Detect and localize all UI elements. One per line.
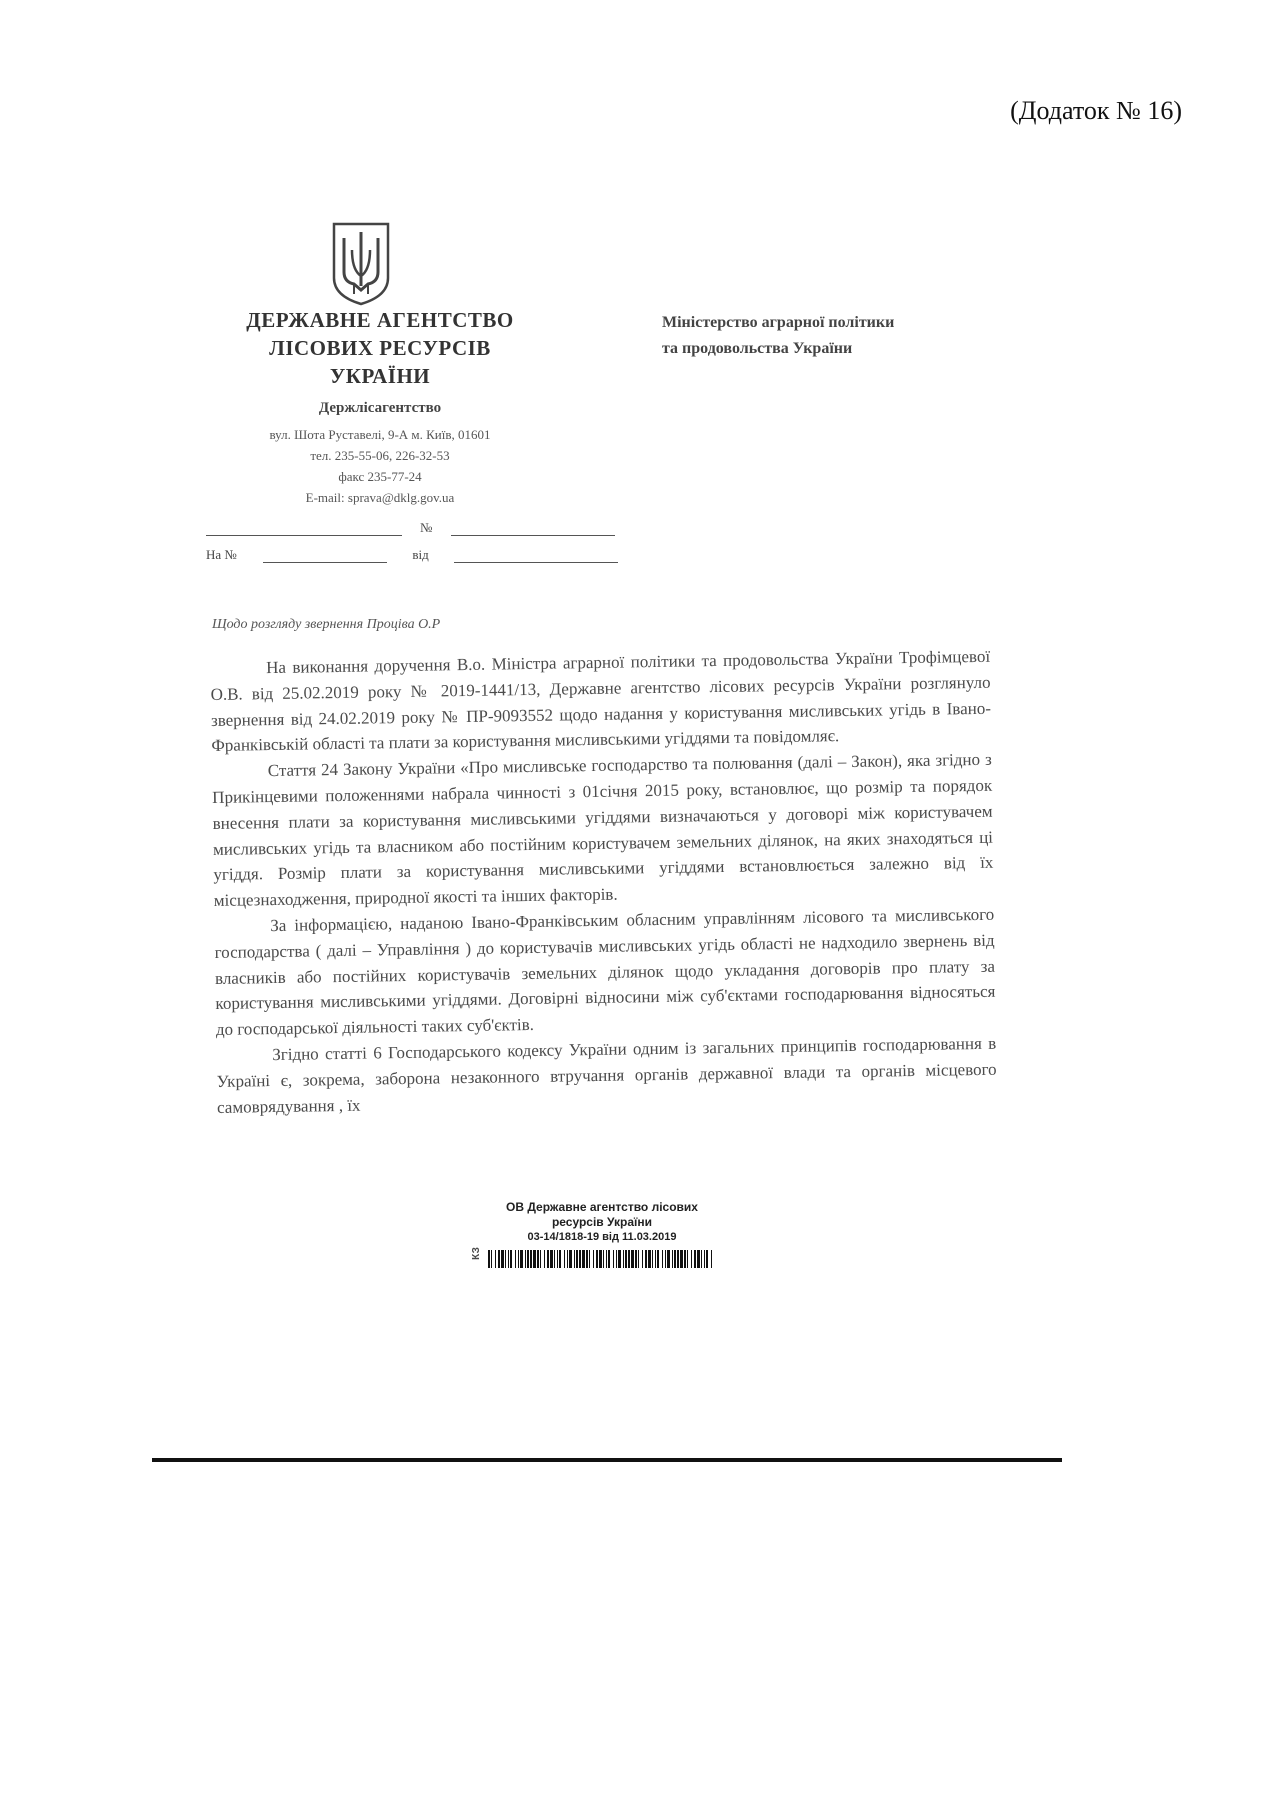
scanned-letter xyxy=(206,200,1010,1440)
recipient-line: Міністерство аграрної політики xyxy=(662,314,895,331)
body-paragraph: Згідно статті 6 Господарського кодексу України одним із загальних принципів господарювання в Україні є, зокрема, заборона незаконного втручання органів державної влади та органів місцевого самоврядування , їх xyxy=(216,1033,997,1117)
body-paragraph: Стаття 24 Закону України «Про мисливське господарство та полювання (далі – Закон), яка згідно з Прикінцевими положеннями набрала чинності з 01січня 2015 року, встановлює, що розмір та порядок внесення плати за користування мисливськими угіддями визначаються у договорі між користувачем мисливських угідь та власником або постійним користувачем земельних ділянок, на яких знаходяться ці угіддя. Розмір плати за користування мисливськими угіддями встановлюється залежно від їх місцезнаходження, природної якості та інших факторів. xyxy=(212,749,994,911)
number-label: № xyxy=(420,520,433,535)
body-paragraph: На виконання доручення В.о. Міністра аграрної політики та продовольства України Трофімцевої О.В. від 25.02.2019 року № 2019-1441/13, Державне агентство лісових ресурсів України розглянуло звернення від 24.02.2019 року № ПР-9093552 щодо надання у користування мисливських угідь в Івано-Франківській області та плати за користування мисливськими угіддями та повідомляє. xyxy=(210,646,992,756)
in-reply-label: На № xyxy=(206,547,237,562)
body-paragraph: За інформацією, наданою Івано-Франківським обласним управлінням лісового та мисливського господарства ( далі – Управління ) до користувачів мисливських угідь області не надходило звернень від власників або постійних користувачів земельних ділянок щодо укладання договорів про плату за користування мисливськими угіддями. Договірні відносини між суб'єктами господарювання відносяться до господарської діяльності таких суб'єктів. xyxy=(214,904,996,1040)
agency-name-line: ДЕРЖАВНЕ АГЕНТСТВО xyxy=(246,308,514,332)
agency-contacts xyxy=(220,424,540,508)
outgoing-number-line xyxy=(451,521,615,536)
in-reply-number-line xyxy=(263,548,387,563)
agency-phone: тел. 235-55-06, 226-32-53 xyxy=(310,448,450,463)
agency-email: E-mail: sprava@dklg.gov.ua xyxy=(305,490,455,505)
registration-stamp xyxy=(472,1200,732,1245)
date-label: від xyxy=(412,547,429,562)
barcode-prefix: КЗ xyxy=(470,1247,482,1260)
outgoing-date-line xyxy=(206,521,402,536)
recipient-line: та продовольства України xyxy=(662,340,853,357)
agency-name-line: УКРАЇНИ xyxy=(329,364,431,388)
agency-fax: факс 235-77-24 xyxy=(338,469,422,484)
stamp-line: ресурсів України xyxy=(551,1215,653,1229)
page-separator-line xyxy=(152,1458,1062,1462)
agency-short-name: Держлісагентство xyxy=(318,400,442,416)
outgoing-number-row xyxy=(206,520,615,536)
tryzub-coat-of-arms-icon xyxy=(330,220,392,306)
agency-name-line: ЛІСОВИХ РЕСУРСІВ xyxy=(269,336,491,360)
letter-subject: Щодо розгляду звернення Проціва О.Р xyxy=(212,617,441,632)
stamp-line: ОВ Державне агентство лісових xyxy=(506,1200,698,1214)
recipient xyxy=(662,310,1022,362)
stamp-reg-number: 03-14/1818-19 від 11.03.2019 xyxy=(527,1231,677,1243)
registration-barcode xyxy=(470,1246,730,1272)
agency-address: вул. Шота Руставелі, 9-А м. Київ, 01601 xyxy=(269,427,491,442)
barcode-icon xyxy=(488,1250,714,1268)
appendix-label: (Додаток № 16) xyxy=(1010,96,1182,125)
in-reply-date-line xyxy=(454,548,618,563)
letter-body xyxy=(210,644,997,1121)
agency-name xyxy=(220,306,540,390)
incoming-reference-row xyxy=(206,547,618,563)
